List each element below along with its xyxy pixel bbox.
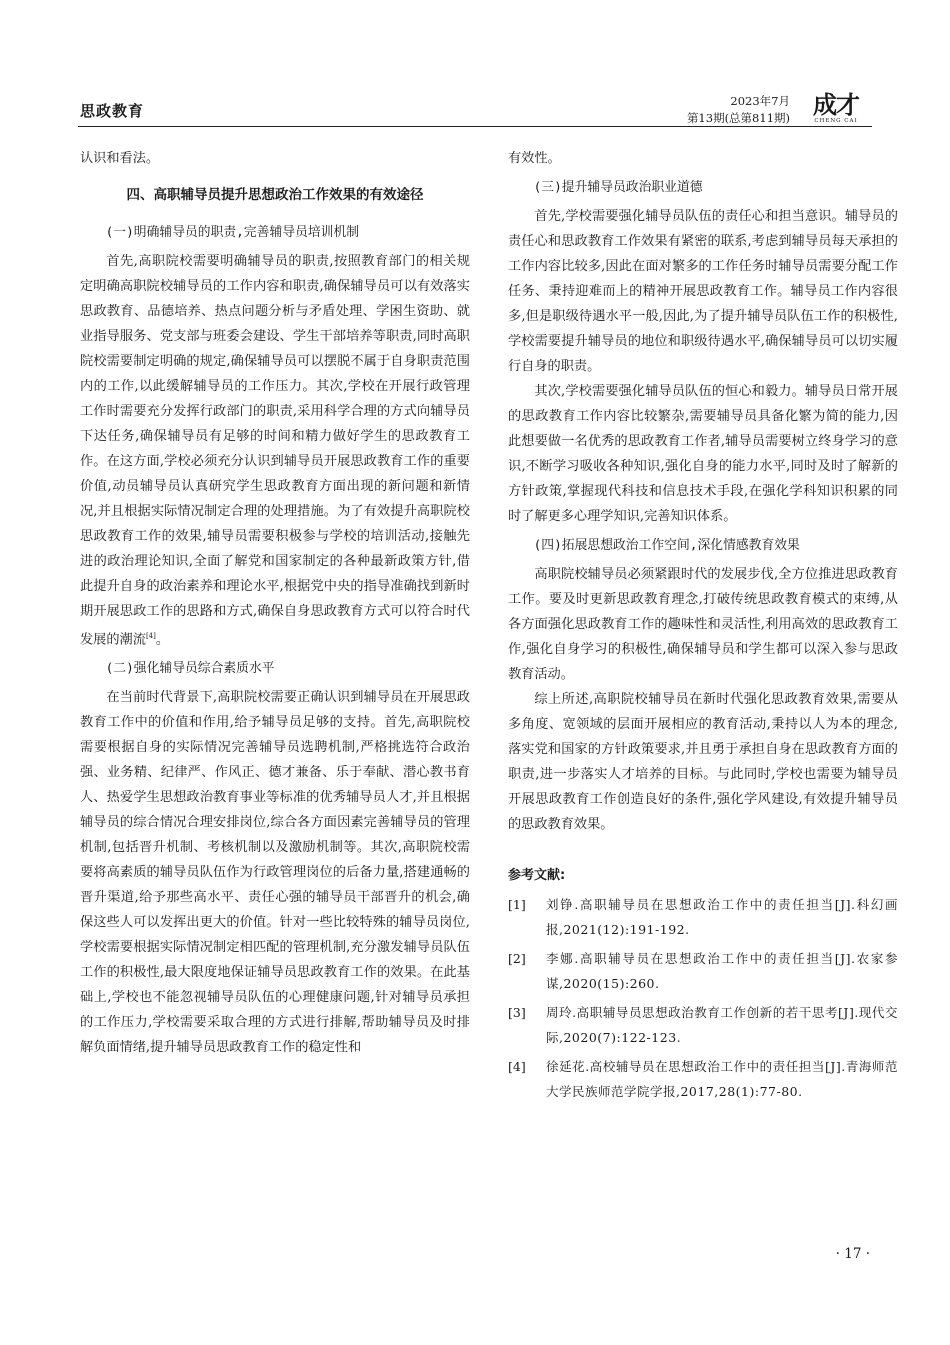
reference-item [508,1054,898,1104]
paragraph: 其次,学校需要强化辅导员队伍的恒心和毅力。辅导员日常开展的思政教育工作内容比较繁杂,需要辅导员具备化繁为简的能力,因此想要做一名优秀的思政教育工作者,辅导员需要树立终身学习的意识,不断学习吸收各种知识,强化自身的能力水平,同时及时了解新的方针政策,掌握现代科技和信息技术手段,在强化学科知识积累的同时了解更多心理学知识,完善知识体系。 [508,384,898,524]
references-list [508,892,898,1104]
reference-number: [4] [508,1059,526,1074]
subsection-heading: (二)强化辅导员综合素质水平 [105,661,275,677]
subsection-heading: (四)拓展思想政治工作空间,深化情感教育效果 [533,538,800,553]
section-title: 思政教育 [80,102,145,120]
paragraph: 有效性。 [508,151,561,166]
subsection-heading: (一)明确辅导员的职责,完善辅导员培训机制 [105,225,360,240]
reference-text: 周玲.高职辅导员思想政治教育工作创新的若干思考[J].现代交际,2020(7):122-123. [546,1005,898,1045]
subsection-heading: (三)提升辅导员政治职业道德 [533,180,703,195]
page-number: · 17 · [835,1246,870,1262]
issue-info [687,93,790,127]
citation-marker: [4] [145,632,156,640]
paragraph-end: 。 [155,632,170,648]
issue-date: 2023年7月 [730,94,790,108]
reference-number: [3] [508,1005,526,1020]
reference-number: [2] [508,951,526,966]
paragraph-text: 首先,高职院校需要明确辅导员的职责,按照教育部门的相关规定明确高职院校辅导员的工作内容和职责,确保辅导员可以有效落实思政教育、品德培养、热点问题分析与矛盾处理、学困生资助、就业指导服务、党支部与班委会建设、学生干部培养等职责,同时高职院校需要制定明确的规定,确保辅导员可以摆脱不属于自身职责范围内的工作,以此缓解辅导员的工作压力。其次,学校在开展行政管理工作时需要充分发挥行政部门的职责,采用科学合理的方式向辅导员下达任务,确保辅导员有足够的时间和精力做好学生的思政教育工作。在这方面,学校必须充分认识到辅导员开展思政教育工作的重要价值,动员辅导员认真研究学生思政教育方面出现的新问题和新情况,并且根据实际情况制定合理的处理措施。为了有效提升高职院校思政教育工作的效果,辅导员需要积极参与学校的培训活动,接触先进的政治理论知识,全面了解党和国家制定的各种最新政策方针,借此提升自身的政治素养和理论水平,根据党中央的指导准确找到新时期开展思政工作的思路和方式,确保自身思政教育方式可以符合时代发展的潮流 [80,254,470,648]
reference-text: 李娜.高职辅导员在思想政治工作中的责任担当[J].农家参谋,2020(15):260. [546,951,898,991]
paragraph: 认识和看法。 [80,151,160,166]
left-column [80,146,470,1060]
reference-item [508,892,898,942]
reference-text: 刘铮.高职辅导员在思想政治工作中的责任担当[J].科幻画报,2021(12):191-192. [546,897,898,937]
journal-logo [800,92,872,126]
header-divider [78,126,872,127]
reference-number: [1] [508,897,526,912]
paragraph: 高职院校辅导员必须紧跟时代的发展步伐,全方位推进思政教育工作。要及时更新思政教育理念,打破传统思政教育模式的束缚,从各方面强化思政教育工作的趣味性和灵活性,利用高效的思政教育工作,强化自身学习的积极性,确保辅导员和学生都可以深入参与思政教育活动。 [508,567,898,682]
references-title: 参考文献: [508,868,566,883]
section-heading: 四、高职辅导员提升思想政治工作效果的有效途径 [126,187,424,203]
reference-text: 徐延花.高校辅导员在思想政治工作中的责任担当[J].青海师范大学民族师范学院学报,2017,28(1):77-80. [546,1059,898,1099]
right-column [508,146,898,1104]
paragraph: 在当前时代背景下,高职院校需要正确认识到辅导员在开展思政教育工作中的价值和作用,给予辅导员足够的支持。首先,高职院校需要根据自身的实际情况完善辅导员选聘机制,严格挑选符合政治强、业务精、纪律严、作风正、德才兼备、乐于奉献、潜心教书育人、热爱学生思想政治教育事业等标准的优秀辅导员人才,并且根据辅导员的综合情况合理安排岗位,综合各方面因素完善辅导员的管理机制,包括晋升机制、考核机制以及激励机制等。其次,高职院校需要将高素质的辅导员队伍作为行政管理岗位的后备力量,搭建通畅的晋升渠道,给予那些高水平、责任心强的辅导员干部晋升的机会,确保这些人可以发挥出更大的价值。针对一些比较特殊的辅导员岗位,学校需要根据实际情况制定相匹配的管理机制,充分激发辅导员队伍工作的积极性,最大限度地保证辅导员思政教育工作的效果。在此基础上,学校也不能忽视辅导员队伍的心理健康问题,针对辅导员承担的工作压力,学校需要采取合理的方式进行排解,帮助辅导员及时排解负面情绪,提升辅导员思政教育工作的稳定性和 [80,690,470,1056]
logo-mark: 成才 [813,91,859,119]
issue-number: 第13期(总第811期) [686,111,790,125]
logo-subtitle: CHENG CAI [814,118,858,124]
reference-item [508,1000,898,1050]
paragraph: 综上所述,高职院校辅导员在新时代强化思政教育效果,需要从多角度、宽领域的层面开展相应的教育活动,秉持以人为本的理念,落实党和国家的方针政策要求,并且勇于承担自身在思政教育方面的职责,进一步落实人才培养的目标。与此同时,学校也需要为辅导员开展思政教育工作创造良好的条件,强化学风建设,有效提升辅导员的思政教育效果。 [508,692,898,832]
paragraph [80,249,470,652]
reference-item [508,946,898,996]
paragraph: 首先,学校需要强化辅导员队伍的责任心和担当意识。辅导员的责任心和思政教育工作效果有紧密的联系,考虑到辅导员每天承担的工作内容比较多,因此在面对繁多的工作任务时辅导员需要分配工作任务、秉持迎难而上的精神开展思政教育工作。辅导员工作内容很多,但是职级待遇水平一般,因此,为了提升辅导员队伍工作的积极性,学校需要提升辅导员的地位和职级待遇水平,确保辅导员可以切实履行自身的职责。 [508,209,898,374]
